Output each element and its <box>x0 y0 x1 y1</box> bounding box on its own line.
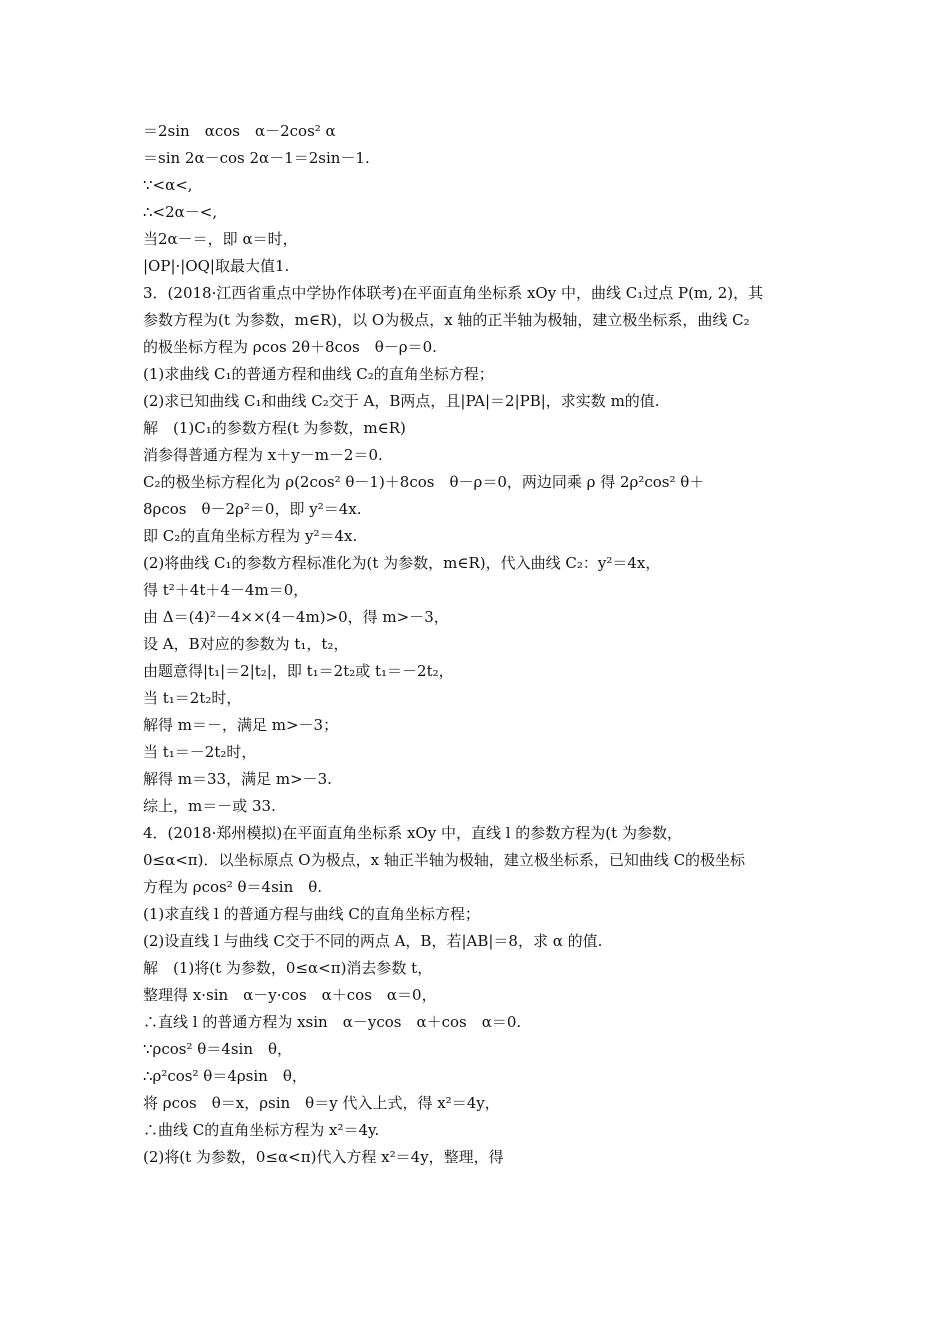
text-line: ＝sin 2α－cos 2α－1＝2sin－1. <box>143 149 370 167</box>
text-line: ∴曲线 C的直角坐标方程为 x²＝4y. <box>143 1121 380 1139</box>
text-line: ∴直线 l 的普通方程为 xsin α－ycos α＋cos α＝0. <box>143 1013 522 1031</box>
text-line: ∵<α<, <box>143 176 193 194</box>
text-line: 解得 m＝－，满足 m>－3； <box>143 716 339 734</box>
text-line: ＝2sin αcos α－2cos² α <box>143 122 336 140</box>
text-line: 当2α－＝，即 α＝时， <box>143 230 298 248</box>
text-line: 设 A，B对应的参数为 t₁，t₂， <box>143 635 349 653</box>
text-line: (1)求直线 l 的普通方程与曲线 C的直角坐标方程； <box>143 905 480 923</box>
text-line: (2)将(t 为参数，0≤α<π)代入方程 x²＝4y，整理，得 <box>143 1148 504 1166</box>
text-line: 综上，m＝－或 33. <box>143 797 276 815</box>
text-line: 4．(2018·郑州模拟)在平面直角坐标系 xOy 中，直线 l 的参数方程为(t 为参数， <box>143 824 682 842</box>
text-line: 消参得普通方程为 x＋y－m－2＝0. <box>143 446 383 464</box>
text-line: 方程为 ρcos² θ＝4sin θ. <box>143 878 323 896</box>
text-line: (2)求已知曲线 C₁和曲线 C₂交于 A，B两点，且|PA|＝2|PB|，求实数 m的值. <box>143 392 660 410</box>
text-line: 由 Δ＝(4)²－4××(4－4m)>0，得 m>－3， <box>143 608 449 626</box>
text-line: 将 ρcos θ＝x，ρsin θ＝y 代入上式，得 x²＝4y， <box>143 1094 500 1112</box>
text-line: ∴ρ²cos² θ＝4ρsin θ， <box>143 1067 307 1085</box>
document-body <box>143 118 813 1171</box>
text-line: 由题意得|t₁|＝2|t₂|，即 t₁＝2t₂或 t₁＝－2t₂， <box>143 662 454 680</box>
text-line: C₂的极坐标方程化为 ρ(2cos² θ－1)＋8cos θ－ρ＝0，两边同乘 ρ 得 2ρ²cos² θ＋ <box>143 473 705 491</box>
text-line: 得 t²＋4t＋4－4m＝0， <box>143 581 309 599</box>
text-line: 当 t₁＝2t₂时， <box>143 689 242 707</box>
text-line: (2)将曲线 C₁的参数方程标准化为(t 为参数，m∈R)，代入曲线 C₂：y²＝4x， <box>143 554 661 572</box>
text-line: (2)设直线 l 与曲线 C交于不同的两点 A，B，若|AB|＝8，求 α 的值. <box>143 932 603 950</box>
text-line: 3．(2018·江西省重点中学协作体联考)在平面直角坐标系 xOy 中，曲线 C₁过点 P(m, 2)，其 <box>143 284 764 302</box>
text-line: |OP|·|OQ|取最大值1. <box>143 257 290 275</box>
text-line: 的极坐标方程为 ρcos 2θ＋8cos θ－ρ＝0. <box>143 338 437 356</box>
text-line: (1)求曲线 C₁的普通方程和曲线 C₂的直角坐标方程； <box>143 365 494 383</box>
text-line: 解 (1)将(t 为参数，0≤α<π)消去参数 t， <box>143 959 433 977</box>
text-line: 参数方程为(t 为参数，m∈R)，以 O为极点，x 轴的正半轴为极轴，建立极坐标系，曲线 C₂ <box>143 311 750 329</box>
text-line: 8ρcos θ－2ρ²＝0，即 y²＝4x. <box>143 500 362 518</box>
text-line: 当 t₁＝－2t₂时， <box>143 743 257 761</box>
text-line: ∴<2α－<, <box>143 203 218 221</box>
text-line: 解 (1)C₁的参数方程(t 为参数，m∈R) <box>143 419 406 437</box>
text-line: 整理得 x·sin α－y·cos α＋cos α＝0， <box>143 986 437 1004</box>
text-line: 0≤α<π)．以坐标原点 O为极点，x 轴正半轴为极轴，建立极坐标系，已知曲线 C的极坐标 <box>143 851 746 869</box>
text-line: ∵ρcos² θ＝4sin θ， <box>143 1040 293 1058</box>
text-line: 即 C₂的直角坐标方程为 y²＝4x. <box>143 527 358 545</box>
text-line: 解得 m＝33，满足 m>－3. <box>143 770 332 788</box>
